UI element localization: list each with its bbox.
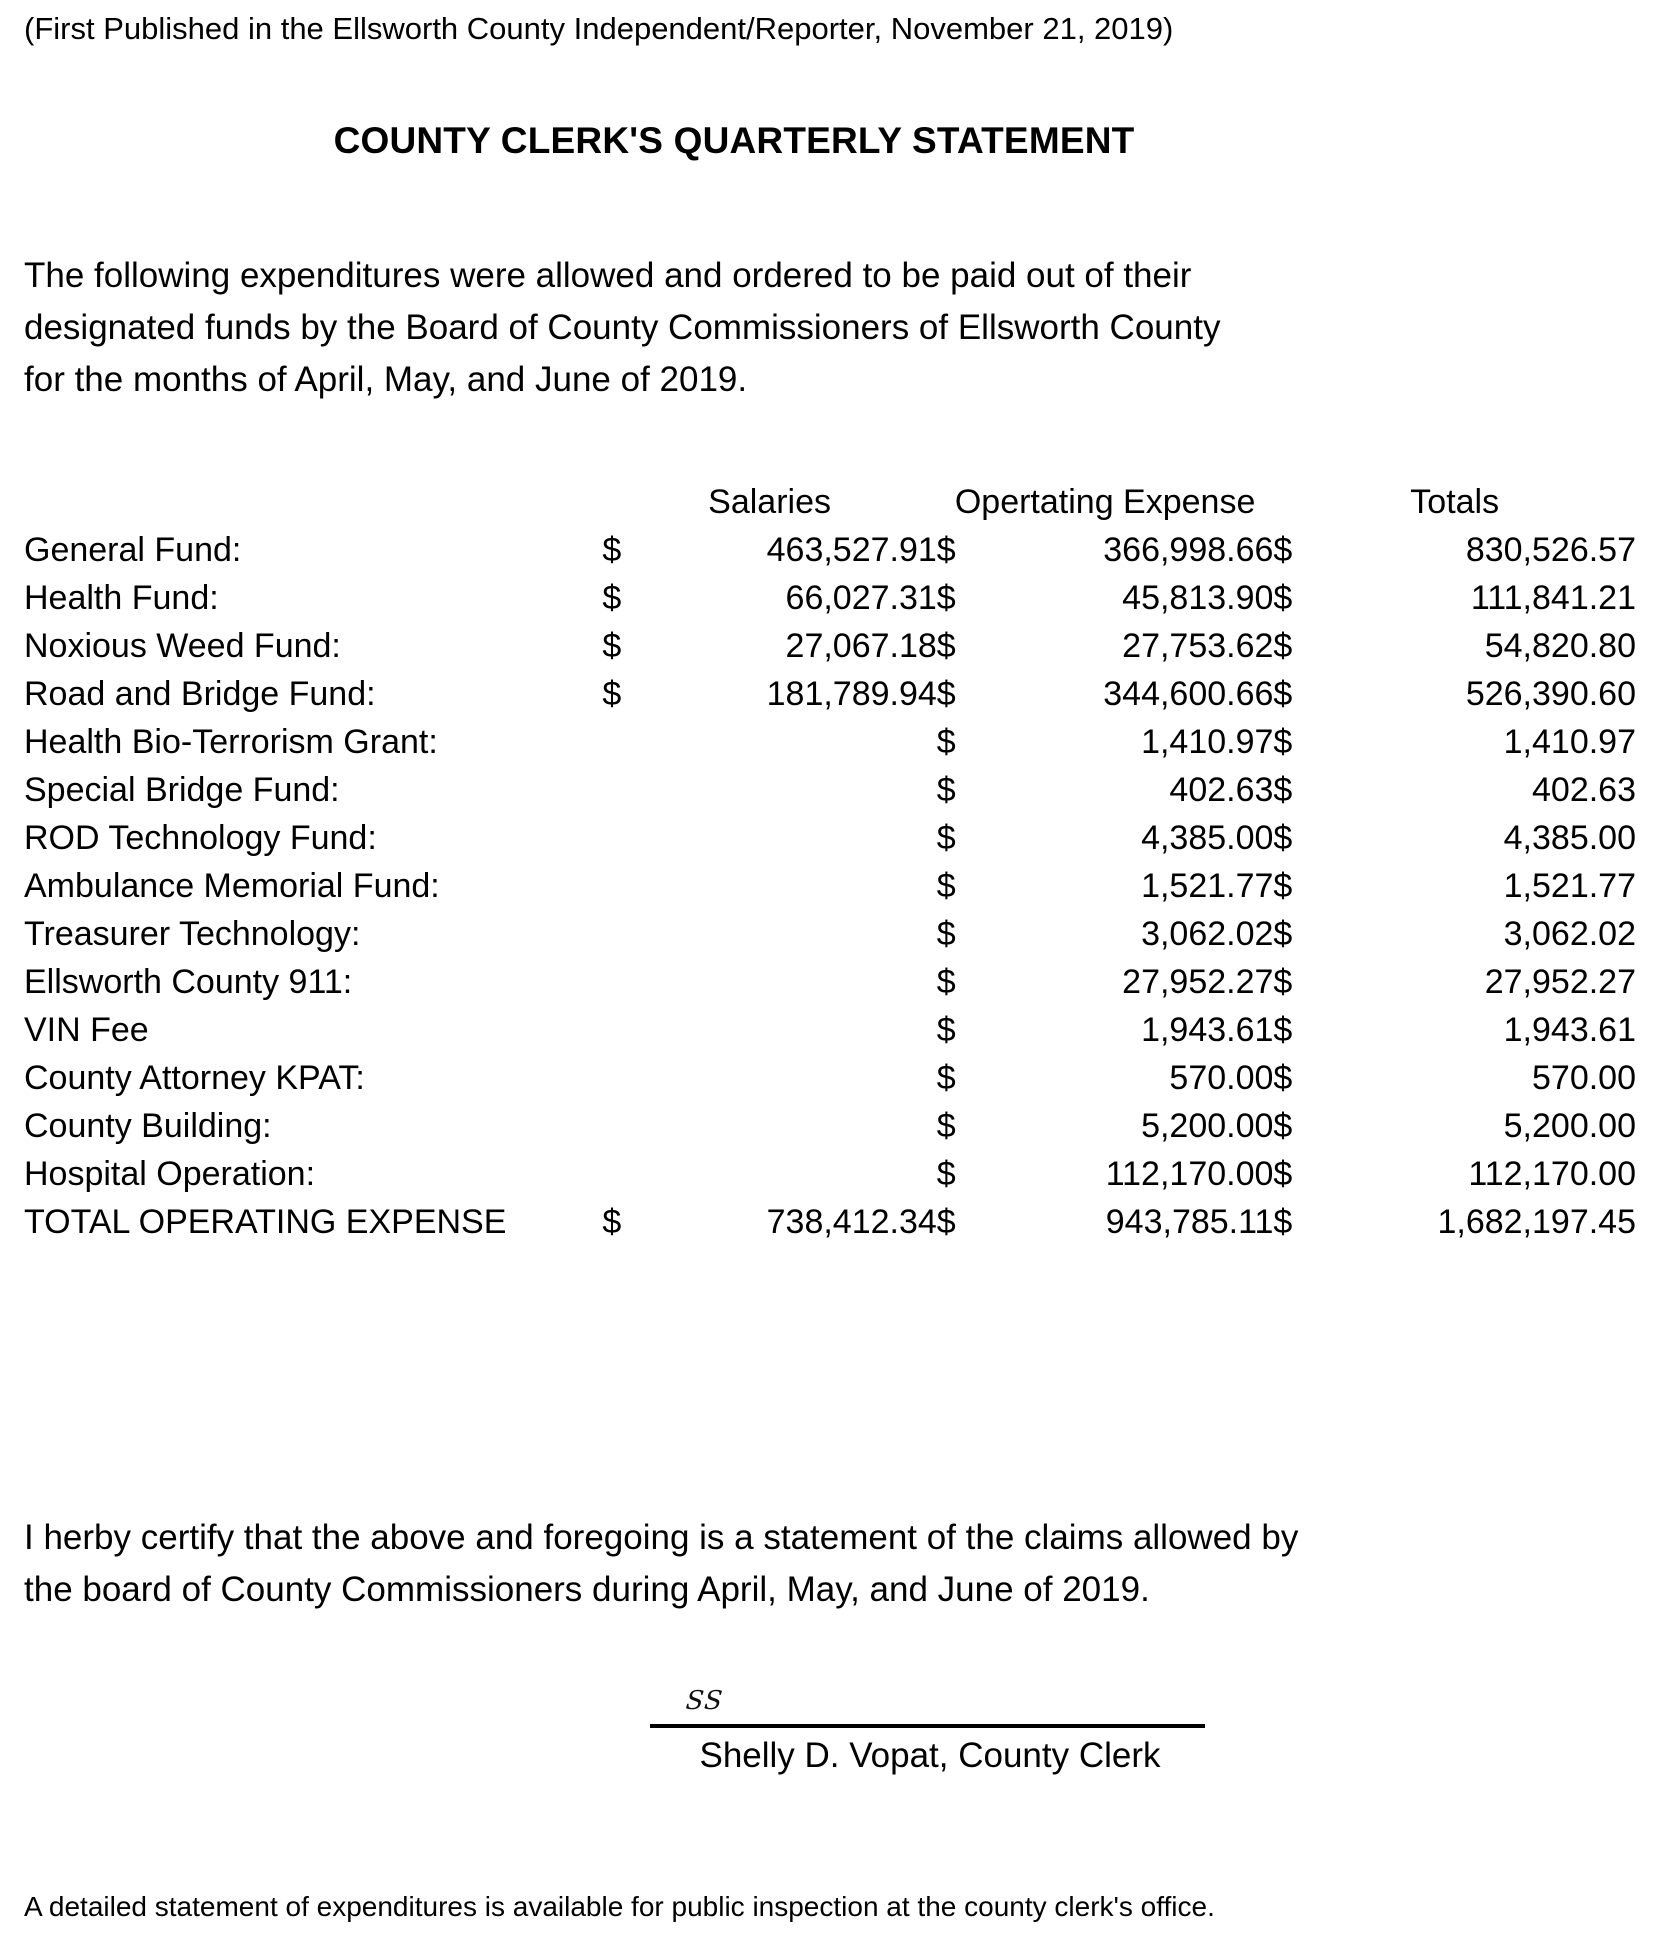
table-row <box>24 1150 1636 1198</box>
cell-operating-expense: 402.63 <box>1169 771 1274 809</box>
page-title-text: COUNTY CLERK'S QUARTERLY STATEMENT <box>333 120 1135 161</box>
currency-symbol-salaries <box>602 1054 652 1102</box>
certification-line-1: I herby certify that the above and foregoing is a statement of the claims allowed by <box>24 1518 1299 1557</box>
currency-symbol-operating-expense: $ <box>936 1011 956 1049</box>
column-header-label <box>24 478 602 526</box>
column-header-salaries: Salaries <box>708 483 831 521</box>
cell-totals: 830,526.57 <box>1465 531 1636 569</box>
row-label: General Fund: <box>24 531 242 569</box>
cell-totals: 1,521.77 <box>1503 867 1636 905</box>
currency-symbol-salaries: $ <box>602 675 622 713</box>
row-label: Road and Bridge Fund: <box>24 675 376 713</box>
row-label: Health Fund: <box>24 579 219 617</box>
cell-salaries <box>652 1054 937 1102</box>
cell-totals: 570.00 <box>1532 1059 1636 1097</box>
currency-symbol-operating-expense: $ <box>936 723 956 761</box>
currency-symbol-salaries <box>602 862 652 910</box>
cell-totals: 1,410.97 <box>1503 723 1636 761</box>
column-header-operating-expense-text: Opertating Expense <box>954 483 1256 521</box>
table-row <box>24 670 1636 718</box>
table-row <box>24 766 1636 814</box>
cell-operating-expense: 27,952.27 <box>1122 963 1274 1001</box>
certification-line-2: the board of County Commissioners during April, May, and June of 2019. <box>24 1570 1150 1609</box>
cell-salaries: 181,789.94 <box>766 675 937 713</box>
table-row <box>24 526 1636 574</box>
currency-symbol-totals: $ <box>1273 723 1293 761</box>
currency-symbol-operating-expense: $ <box>936 579 956 617</box>
cell-operating-expense: 1,943.61 <box>1141 1011 1274 1049</box>
currency-symbol-operating-expense: $ <box>936 627 956 665</box>
table-row <box>24 718 1636 766</box>
currency-symbol-salaries <box>602 814 652 862</box>
currency-symbol-operating-expense: $ <box>936 1203 956 1241</box>
signature-mark: SS <box>684 1686 725 1716</box>
currency-symbol-salaries: $ <box>602 531 622 569</box>
cell-operating-expense: 943,785.11 <box>1105 1203 1274 1241</box>
cell-salaries <box>652 718 937 766</box>
cell-salaries <box>652 958 937 1006</box>
cell-salaries <box>652 910 937 958</box>
currency-symbol-salaries: $ <box>602 1203 622 1241</box>
row-label: Special Bridge Fund: <box>24 771 340 809</box>
cell-salaries <box>652 1006 937 1054</box>
cell-totals: 526,390.60 <box>1465 675 1636 713</box>
cell-totals: 1,682,197.45 <box>1437 1203 1636 1241</box>
row-label: County Building: <box>24 1107 272 1145</box>
signature-line <box>650 1724 1205 1728</box>
table-row <box>24 1102 1636 1150</box>
cell-operating-expense: 3,062.02 <box>1141 915 1274 953</box>
row-label: County Attorney KPAT: <box>24 1059 365 1097</box>
cell-totals: 111,841.21 <box>1470 579 1636 617</box>
cell-salaries <box>652 766 937 814</box>
cell-operating-expense: 1,410.97 <box>1141 723 1274 761</box>
signature-block <box>650 1686 1210 1780</box>
cell-salaries: 66,027.31 <box>785 579 937 617</box>
row-label: Noxious Weed Fund: <box>24 627 341 665</box>
currency-symbol-salaries <box>602 766 652 814</box>
cell-operating-expense: 366,998.66 <box>1103 531 1274 569</box>
expenditures-table <box>24 478 1636 1246</box>
footer-note: A detailed statement of expenditures is available for public inspection at the county clerk's office. <box>24 1891 1215 1922</box>
table-row <box>24 1054 1636 1102</box>
row-label: TOTAL OPERATING EXPENSE <box>24 1203 507 1241</box>
table-header-row <box>24 478 1636 526</box>
table-row <box>24 622 1636 670</box>
cell-operating-expense: 27,753.62 <box>1122 627 1274 665</box>
currency-symbol-salaries <box>602 958 652 1006</box>
row-label: Hospital Operation: <box>24 1155 316 1193</box>
publication-line: (First Published in the Ellsworth County Independent/Reporter, November 21, 2019) <box>24 11 1174 46</box>
cell-operating-expense: 4,385.00 <box>1141 819 1274 857</box>
currency-symbol-totals: $ <box>1273 867 1293 905</box>
currency-symbol-totals: $ <box>1273 675 1293 713</box>
currency-symbol-operating-expense: $ <box>936 867 956 905</box>
cell-operating-expense: 344,600.66 <box>1103 675 1274 713</box>
cell-salaries <box>652 814 937 862</box>
currency-symbol-totals: $ <box>1273 963 1293 1001</box>
cell-salaries <box>652 862 937 910</box>
currency-symbol-totals: $ <box>1273 915 1293 953</box>
cell-salaries <box>652 1102 937 1150</box>
currency-symbol-totals: $ <box>1273 1107 1293 1145</box>
cell-salaries: 738,412.34 <box>766 1203 937 1241</box>
currency-symbol-operating-expense: $ <box>936 531 956 569</box>
currency-symbol-salaries <box>602 1102 652 1150</box>
currency-symbol-salaries: $ <box>602 627 622 665</box>
row-label: Treasurer Technology: <box>24 915 361 953</box>
table-row <box>24 958 1636 1006</box>
currency-symbol-totals: $ <box>1273 1155 1293 1193</box>
currency-symbol-operating-expense: $ <box>936 771 956 809</box>
currency-symbol-salaries <box>602 910 652 958</box>
column-header-totals: Totals <box>1410 483 1500 521</box>
currency-symbol-salaries: $ <box>602 579 622 617</box>
intro-line-3: for the months of April, May, and June of 2019. <box>24 360 748 399</box>
currency-symbol-salaries <box>602 1006 652 1054</box>
expenditures-table-wrapper <box>24 478 1636 1246</box>
currency-symbol-operating-expense: $ <box>936 1059 956 1097</box>
intro-line-2: designated funds by the Board of County Commissioners of Ellsworth County <box>24 308 1221 347</box>
cell-totals: 54,820.80 <box>1484 627 1636 665</box>
table-row <box>24 814 1636 862</box>
table-row <box>24 1006 1636 1054</box>
cell-totals: 1,943.61 <box>1503 1011 1636 1049</box>
table-row <box>24 862 1636 910</box>
cell-salaries: 27,067.18 <box>785 627 937 665</box>
cell-totals: 5,200.00 <box>1503 1107 1636 1145</box>
currency-symbol-totals: $ <box>1273 1059 1293 1097</box>
cell-totals: 3,062.02 <box>1503 915 1636 953</box>
intro-paragraph <box>24 250 1494 406</box>
table-body <box>24 526 1636 1246</box>
currency-symbol-totals: $ <box>1273 1011 1293 1049</box>
cell-totals: 27,952.27 <box>1484 963 1636 1001</box>
row-label: VIN Fee <box>24 1011 149 1049</box>
row-label: Health Bio-Terrorism Grant: <box>24 723 438 761</box>
column-header-operating-expense <box>937 478 1274 526</box>
cell-totals: 402.63 <box>1532 771 1636 809</box>
currency-symbol-operating-expense: $ <box>936 819 956 857</box>
page-title <box>0 120 1658 162</box>
currency-symbol-operating-expense: $ <box>936 675 956 713</box>
currency-symbol-totals: $ <box>1273 1203 1293 1241</box>
cell-operating-expense: 112,170.00 <box>1105 1155 1274 1193</box>
cell-operating-expense: 1,521.77 <box>1141 867 1274 905</box>
cell-operating-expense: 570.00 <box>1169 1059 1274 1097</box>
currency-symbol-totals: $ <box>1273 819 1293 857</box>
currency-symbol-salaries <box>602 718 652 766</box>
table-header <box>24 478 1636 526</box>
currency-symbol-totals: $ <box>1273 531 1293 569</box>
currency-symbol-operating-expense: $ <box>936 1107 956 1145</box>
intro-line-1: The following expenditures were allowed and ordered to be paid out of their <box>24 256 1192 295</box>
currency-symbol-operating-expense: $ <box>936 915 956 953</box>
table-row <box>24 574 1636 622</box>
currency-symbol-operating-expense: $ <box>936 1155 956 1193</box>
currency-symbol-totals: $ <box>1273 579 1293 617</box>
certification-paragraph <box>24 1512 1584 1616</box>
row-label: Ellsworth County 911: <box>24 963 353 1001</box>
table-row <box>24 910 1636 958</box>
signature-name: Shelly D. Vopat, County Clerk <box>699 1736 1161 1775</box>
cell-totals: 4,385.00 <box>1503 819 1636 857</box>
cell-totals: 112,170.00 <box>1468 1155 1636 1193</box>
currency-symbol-operating-expense: $ <box>936 963 956 1001</box>
cell-operating-expense: 5,200.00 <box>1141 1107 1274 1145</box>
cell-salaries: 463,527.91 <box>766 531 937 569</box>
currency-symbol-totals: $ <box>1273 771 1293 809</box>
cell-salaries <box>652 1150 937 1198</box>
currency-symbol-salaries <box>602 1150 652 1198</box>
cell-operating-expense: 45,813.90 <box>1122 579 1274 617</box>
row-label: Ambulance Memorial Fund: <box>24 867 440 905</box>
table-total-row <box>24 1198 1636 1246</box>
row-label: ROD Technology Fund: <box>24 819 377 857</box>
currency-symbol-totals: $ <box>1273 627 1293 665</box>
